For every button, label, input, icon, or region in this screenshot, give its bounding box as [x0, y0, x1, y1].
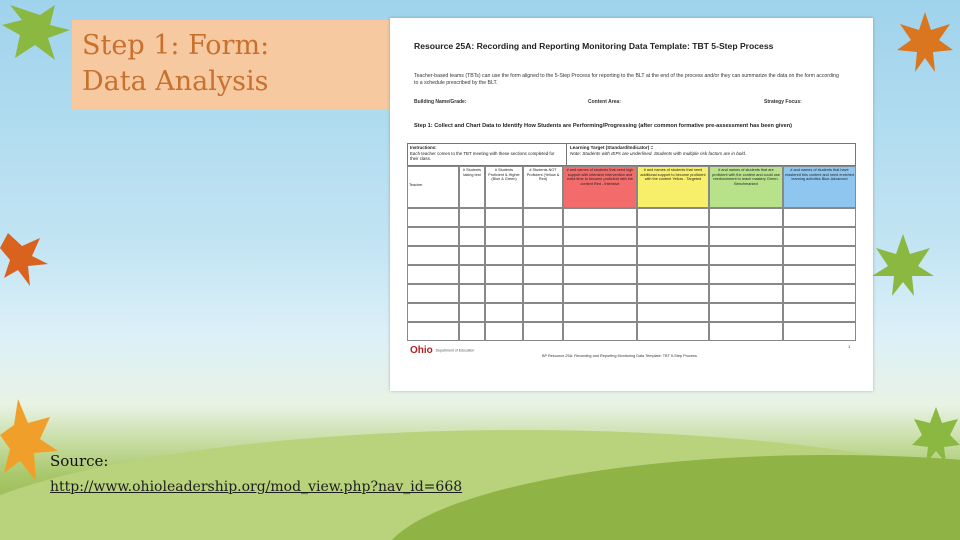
- table-cell: [709, 265, 783, 284]
- table-cell: [523, 208, 563, 227]
- table-cell: [407, 303, 459, 322]
- table-cell: [459, 322, 485, 341]
- table-cell: [783, 303, 856, 322]
- table-cell: [485, 246, 523, 265]
- instructions-cell: [408, 144, 567, 165]
- table-cell: [485, 227, 523, 246]
- table-cell: [523, 246, 563, 265]
- table-cell: [407, 322, 459, 341]
- column-header-teacher: Teacher: [407, 166, 459, 208]
- source-label: Source:: [50, 452, 109, 470]
- building-field-label: Building Name/Grade:: [414, 99, 467, 105]
- document-title: Resource 25A: Recording and Reporting Monitoring Data Template: TBT 5-Step Process: [414, 41, 774, 51]
- table-cell: [709, 246, 783, 265]
- autumn-leaf-icon: [912, 405, 960, 465]
- source-link[interactable]: http://www.ohioleadership.org/mod_view.php?nav_id=668: [50, 479, 463, 495]
- table-cell: [637, 208, 709, 227]
- table-cell: [407, 208, 459, 227]
- table-cell: [485, 303, 523, 322]
- autumn-leaf-icon: [0, 0, 80, 70]
- table-cell: [563, 303, 637, 322]
- table-cell: [563, 208, 637, 227]
- autumn-leaf-icon: [868, 230, 938, 300]
- table-cell: [637, 265, 709, 284]
- learning-target-label: Learning Target (Standard/Indicator) =: [570, 145, 654, 150]
- table-cell: [563, 284, 637, 303]
- table-cell: [637, 227, 709, 246]
- table-cell: [783, 265, 856, 284]
- table-cell: [563, 227, 637, 246]
- instructions-text: Each teacher comes to the TBT meeting with these sections completed for their class.: [410, 150, 555, 161]
- column-header-not-proficient: # Students NOT Proficient (Yellow & Red): [523, 166, 563, 208]
- slide-title: [72, 20, 390, 109]
- document-fields: [414, 99, 854, 107]
- table-cell: [637, 284, 709, 303]
- column-header-red: # and names of students that need high support with intensive intervention and extra time to become proficient with the content Red - Intensive: [563, 166, 637, 208]
- table-cell: [485, 208, 523, 227]
- table-cell: [709, 284, 783, 303]
- table-cell: [459, 303, 485, 322]
- column-header-yellow: # and names of students that need additional support to become proficient with the content Yellow - Targeted: [637, 166, 709, 208]
- table-cell: [407, 265, 459, 284]
- learning-target-note: Note: Students with IEPs are underlined. Students with multiple risk factors are in bold.: [570, 150, 747, 156]
- column-header-students-taking: # Students taking test: [459, 166, 485, 208]
- table-cell: [459, 265, 485, 284]
- autumn-leaf-icon: [895, 10, 955, 80]
- table-cell: [523, 284, 563, 303]
- document-footer-text: BP Resource 25A: Recording and Reporting Monitoring Data Template: TBT 5-Step Process: [542, 354, 697, 358]
- table-cell: [783, 246, 856, 265]
- step-heading: Step 1: Collect and Chart Data to Identify How Students are Performing/Progressing (after common formative pre-assessment has been given): [414, 123, 792, 129]
- data-table: [407, 166, 856, 340]
- table-cell: [485, 322, 523, 341]
- table-cell: [407, 246, 459, 265]
- column-header-green: # and names of students that are proficient with the content and could use reinforcement to reach mastery Green-Benchmarked: [709, 166, 783, 208]
- ohio-logo: [410, 345, 474, 356]
- table-cell: [523, 322, 563, 341]
- autumn-leaf-icon: [0, 395, 60, 485]
- table-cell: [407, 284, 459, 303]
- table-cell: [709, 322, 783, 341]
- table-cell: [637, 246, 709, 265]
- table-cell: [709, 208, 783, 227]
- ohio-logo-subtext: Department of Education: [435, 348, 475, 353]
- table-cell: [485, 265, 523, 284]
- table-cell: [637, 303, 709, 322]
- slide-title-line: Data Analysis: [82, 66, 269, 97]
- table-cell: [637, 322, 709, 341]
- table-cell: [459, 208, 485, 227]
- column-header-proficient: # Students Proficient & Higher (Blue & Green): [485, 166, 523, 208]
- table-cell: [563, 246, 637, 265]
- table-cell: [783, 227, 856, 246]
- ohio-logo-text: Ohio: [410, 345, 433, 356]
- table-cell: [563, 322, 637, 341]
- table-cell: [485, 284, 523, 303]
- autumn-leaf-icon: [0, 228, 50, 288]
- strategy-field-label: Strategy Focus:: [764, 99, 802, 105]
- content-field-label: Content Area:: [588, 99, 621, 105]
- table-cell: [783, 284, 856, 303]
- table-cell: [563, 265, 637, 284]
- table-cell: [523, 303, 563, 322]
- instructions-label: Instructions:: [410, 145, 437, 150]
- table-cell: [523, 265, 563, 284]
- table-cell: [709, 227, 783, 246]
- table-cell: [407, 227, 459, 246]
- table-header-block: [407, 143, 856, 166]
- table-cell: [459, 227, 485, 246]
- document-image: [390, 18, 873, 391]
- table-cell: [459, 284, 485, 303]
- table-cell: [783, 322, 856, 341]
- document-intro: Teacher-based teams (TBTs) can use the form aligned to the 5-Step Process for reporting to the BLT at the end of the process and/or they can summarize the data on the form according to a schedule prescribed by the BLT.: [414, 73, 839, 86]
- page-number: 1: [848, 344, 851, 349]
- table-cell: [783, 208, 856, 227]
- slide-title-line: Step 1: Form:: [82, 30, 270, 61]
- table-cell: [523, 227, 563, 246]
- learning-target-cell: [570, 145, 850, 157]
- table-cell: [709, 303, 783, 322]
- table-cell: [459, 246, 485, 265]
- column-header-blue: # and names of students that have mastered this content and need enriched learning activities Blue-Advanced: [783, 166, 856, 208]
